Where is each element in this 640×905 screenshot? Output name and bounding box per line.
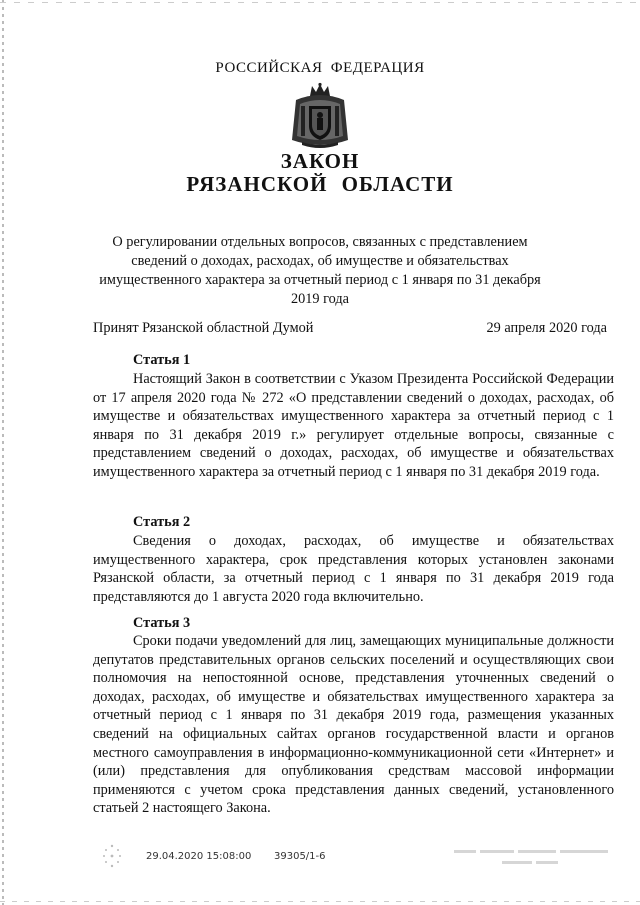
law-title-line1: ЗАКОН bbox=[280, 149, 360, 173]
article-3-text: Сроки подачи уведомлений для лиц, замещающих муниципальные должности депутатов представительных органов сельских поселений и осуществляющих свои полномочия на непостоянной основе, представления уточненных сведений о доходах, расходах, об имуществе и обязательствах имущественного характера за отчетный период с 1 января по 31 декабря 2019 года, размещения указанных сведений на официальных сайтах органов государственной власти и органов местного самоуправления в информационно-коммуникационной сети «Интернет» и (или) представления для опубликования средствам массовой информации применяются с учетом срока представления данных сведений, установленного статьей 2 настоящего Закона. bbox=[93, 633, 614, 817]
faint-stamp-icon bbox=[452, 846, 612, 872]
footer-timestamp: 29.04.2020 15:08:00 bbox=[146, 851, 252, 862]
scan-edge-left bbox=[2, 0, 4, 905]
coat-of-arms-icon bbox=[288, 82, 352, 152]
article-2-title: Статья 2 bbox=[133, 514, 191, 530]
scan-edge-bottom bbox=[0, 901, 640, 902]
country-heading: РОССИЙСКАЯ ФЕДЕРАЦИЯ bbox=[215, 60, 425, 76]
adoption-date: 29 апреля 2020 года bbox=[486, 320, 607, 336]
article-3-title: Статья 3 bbox=[133, 615, 191, 631]
scan-edge-top bbox=[0, 2, 640, 3]
article-1-title: Статья 1 bbox=[133, 352, 191, 368]
law-subject: О регулировании отдельных вопросов, связанных с представлением сведений о доходах, расходах, об имуществе и обязательствах имущественного характера за отчетный период с 1 января по 31 декабря 2019 года bbox=[99, 234, 541, 307]
registration-mark-icon bbox=[100, 843, 124, 869]
article-1-text: Настоящий Закон в соответствии с Указом Президента Российской Федерации от 17 апреля 2020 года № 272 «О представлении сведений о доходах, расходах, об имуществе и обязательствах имущественного характера за отчетный период с 1 января по 31 декабря 2019 г.» регулирует отдельные вопросы, связанные с представлением сведений о доходах, расходах, об имуществе и обязательствах имущественного характера за отчетный период с 1 января по 31 декабря 2019 года. bbox=[93, 371, 614, 480]
adopted-by: Принят Рязанской областной Думой bbox=[93, 320, 314, 336]
article-2-text: Сведения о доходах, расходах, об имуществе и обязательствах имущественного характера, срок представления которых установлен законами Рязанской области, за отчетный период с 1 января по 31 декабря 2019 года представляются до 1 августа 2020 года включительно. bbox=[93, 533, 614, 605]
footer-doc-number: 39305/1-6 bbox=[274, 851, 326, 862]
law-title-line2: РЯЗАНСКОЙ ОБЛАСТИ bbox=[186, 172, 454, 196]
